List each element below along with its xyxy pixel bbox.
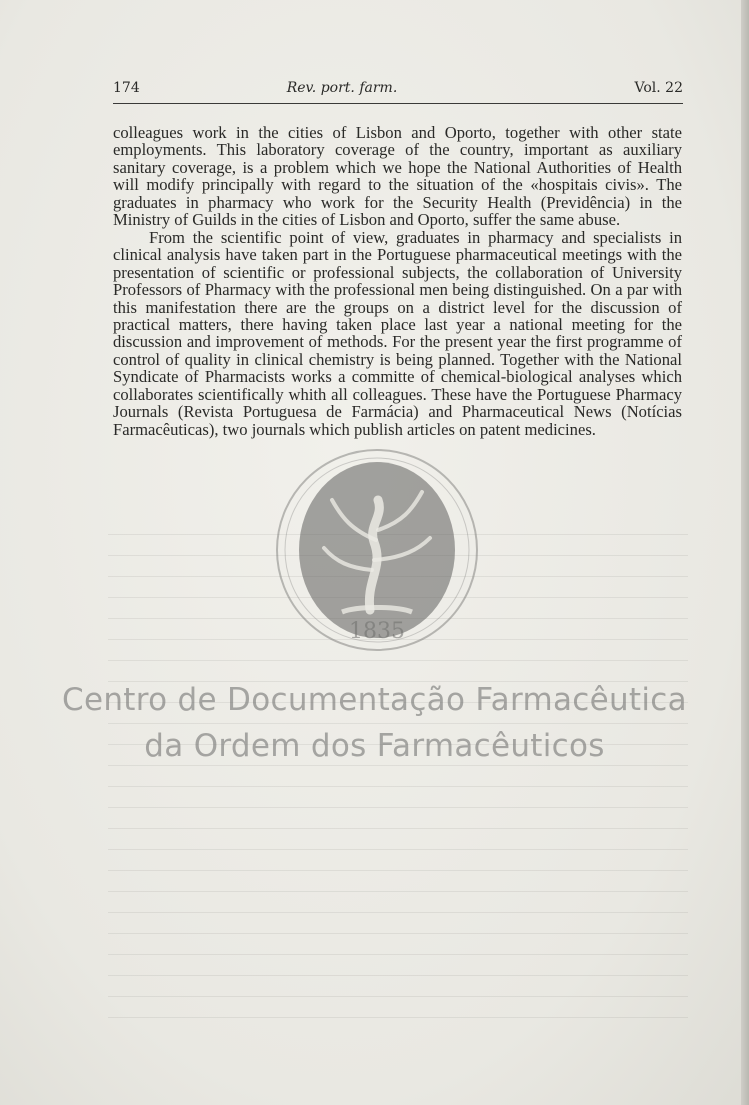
body-text bbox=[113, 124, 682, 438]
paragraph: From the scientific point of view, graduates in pharmacy and specialists in clinical analysis have taken part in the Portuguese pharmaceutical meetings with the presentation of scientific or professional subjects, the collaboration of University Professors of Pharmacy with the professional men being distinguished. On a par with this manifestation there are the groups on a district level for the discussion of practical matters, there having taken place last year a national meeting for the discussion and improvement of methods. For the present year the first programme of control of quality in clinical chemistry is being planned. Together with the National Syndicate of Pharmacists works a committe of chemical-biological analyses which collaborates scientifically whith all colleagues. These have the Portuguese Pharmacy Journals (Revista Portuguesa de Farmácia) and Pharmaceutical News (Notícias Farmacêuticas), two journals which publish articles on patent medicines. bbox=[113, 227, 682, 439]
journal-title: Rev. port. farm. bbox=[286, 80, 398, 96]
emblem-year: 1835 bbox=[349, 619, 405, 644]
header-rule bbox=[113, 103, 683, 104]
emblem-watermark-icon bbox=[252, 430, 502, 670]
paragraph: colleagues work in the cities of Lisbon and Oporto, together with other state employments. This laboratory coverage of the country, important as auxiliary sanitary coverage, is a problem which we hope the National Authorities of Health will modify principally with regard to the situation of the «hospitais civis». The graduates in pharmacy who work for the Security Health (Previdência) in the Ministry of Guilds in the cities of Lisbon and Oporto, suffer the same abuse. bbox=[113, 123, 682, 230]
watermark-line1: Centro de Documentação Farmacêutica bbox=[62, 682, 687, 718]
running-header bbox=[113, 80, 683, 100]
watermark-line2: da Ordem dos Farmacêuticos bbox=[144, 728, 605, 764]
page-edge bbox=[741, 0, 749, 1105]
page-number: 174 bbox=[113, 80, 140, 96]
volume-label: Vol. 22 bbox=[634, 80, 683, 96]
